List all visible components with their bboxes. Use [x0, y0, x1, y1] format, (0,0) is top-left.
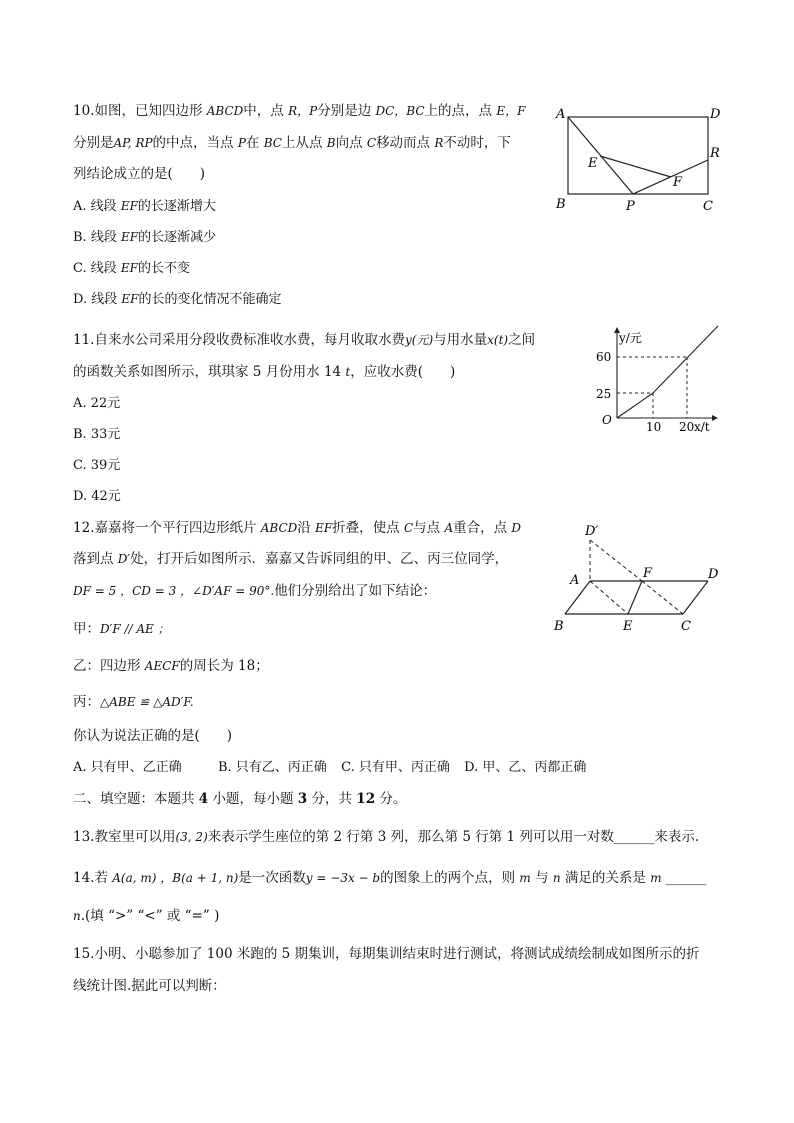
- q11-option-b: B. 33元: [73, 427, 121, 442]
- q12-parallelogram-figure: [550, 520, 730, 635]
- label-b: B: [554, 619, 564, 634]
- segment-ap: [568, 117, 633, 194]
- label-a: A: [556, 107, 566, 122]
- section-fill-in-header: 二、填空题：本题共 4 小题，每小题 3 分，共 12 分。: [73, 791, 407, 807]
- q10-line1: 10.如图，已知四边形 ABCD中，点 R，P分别是边 DC，BC上的点，点 E，F: [73, 103, 526, 119]
- q12-conclusion-yi: 乙：四边形 AECF的周长为 18；: [73, 658, 269, 674]
- q10-line2: 分别是AP, RP的中点，当点 P在 BC上从点 B向点 C移动而点 R不动时，下: [73, 135, 511, 151]
- tick-y25: 25: [596, 387, 612, 401]
- q12-option-b: B. 只有乙、丙正确: [217, 760, 327, 775]
- tick-y60: 60: [596, 350, 612, 364]
- q12-line3: DF = 5 ，CD = 3 ，∠D′AF = 90°.他们分别给出了如下结论：: [73, 583, 437, 599]
- q11-option-a: A. 22元: [73, 396, 121, 411]
- q12-conclusion-bing: 丙：△ABE ≌ △AD′F.: [73, 694, 194, 710]
- label-d: D: [708, 567, 719, 582]
- label-e: E: [588, 156, 598, 171]
- label-a: A: [570, 573, 580, 588]
- q12-line2: 落到点 D′处，打开后如图所示．嘉嘉又告诉同组的甲、乙、丙三位同学，: [73, 551, 509, 567]
- label-c: C: [681, 619, 691, 634]
- label-d: D: [710, 107, 721, 122]
- q15-line1: 15.小明、小聪参加了 100 米跑的 5 期集训，每期集训结束时进行测试，将测试成绩绘制成如图所示的折: [73, 946, 700, 962]
- label-e: E: [623, 619, 633, 634]
- label-b: B: [556, 197, 566, 212]
- dash-ae: [590, 581, 628, 614]
- q12-conclusion-jia: 甲：D′F // AE ；: [73, 621, 170, 637]
- label-f: F: [673, 175, 683, 190]
- q14-line2: n.(填 “>” “<” 或 “=” ): [73, 908, 220, 924]
- q10-option-d: D. 线段 EF的长的变化情况不能确定: [73, 292, 282, 307]
- origin-label: O: [602, 413, 612, 427]
- q12-question: 你认为说法正确的是( ): [73, 728, 233, 744]
- x-axis-label: x/t: [694, 420, 710, 434]
- q14-line1: 14.若 A(a, m) ，B(a + 1, n)是一次函数y = −3x − b的图象上的两个点，则 m 与 n 满足的关系是 m ______: [73, 870, 707, 886]
- q15-line2: 线统计图.据此可以判断：: [73, 978, 226, 994]
- fold-line-ef: [628, 581, 642, 614]
- q11-function-graph: [590, 323, 730, 438]
- q10-option-a: A. 线段 EF的长逐渐增大: [73, 199, 216, 214]
- q12-option-a: A. 只有甲、乙正确: [73, 760, 182, 775]
- q11-line1: 11.自来水公司采用分段收费标准收水费，每月收取水费y(元)与用水量x(t)之间: [73, 332, 536, 348]
- x-axis-arrow: [712, 415, 718, 421]
- q12-options: [73, 758, 586, 778]
- q10-option-b: B. 线段 EF的长逐渐减少: [73, 230, 217, 245]
- side-cd: [683, 581, 708, 614]
- q12-line1: 12.嘉嘉将一个平行四边形纸片 ABCD沿 EF折叠，使点 C与点 A重合，点 D: [73, 520, 522, 536]
- label-r: R: [710, 146, 720, 161]
- segment-ef: [600, 156, 671, 177]
- label-f: F: [643, 566, 653, 581]
- dash-dpf: [590, 540, 642, 581]
- label-c: C: [703, 199, 713, 214]
- q12-option-d: D. 甲、乙、丙都正确: [464, 760, 587, 775]
- q13-text: 13.教室里可以用(3, 2)来表示学生座位的第 2 行第 3 列，那么第 5 行第 1 列可以用一对数______来表示.: [73, 829, 700, 845]
- q11-option-d: D. 42元: [73, 489, 121, 504]
- q11-line2: 的函数关系如图所示，琪琪家 5 月份用水 14 t，应收水费( ): [73, 364, 456, 380]
- q11-option-c: C. 39元: [73, 458, 121, 473]
- label-dprime: D′: [585, 524, 599, 539]
- segment-2: [653, 326, 718, 393]
- q12-option-c: C. 只有甲、丙正确: [341, 760, 450, 775]
- q10-line3: 列结论成立的是( ): [73, 166, 206, 182]
- q10-rectangle-figure: [550, 100, 730, 215]
- q10-option-c: C. 线段 EF的长不变: [73, 261, 191, 276]
- tick-x10: 10: [646, 420, 662, 434]
- segment-1: [617, 393, 653, 418]
- y-axis-label: y/元: [619, 331, 642, 345]
- tick-x20: 20: [679, 420, 695, 434]
- label-p: P: [626, 199, 635, 214]
- dash-fc: [642, 581, 683, 614]
